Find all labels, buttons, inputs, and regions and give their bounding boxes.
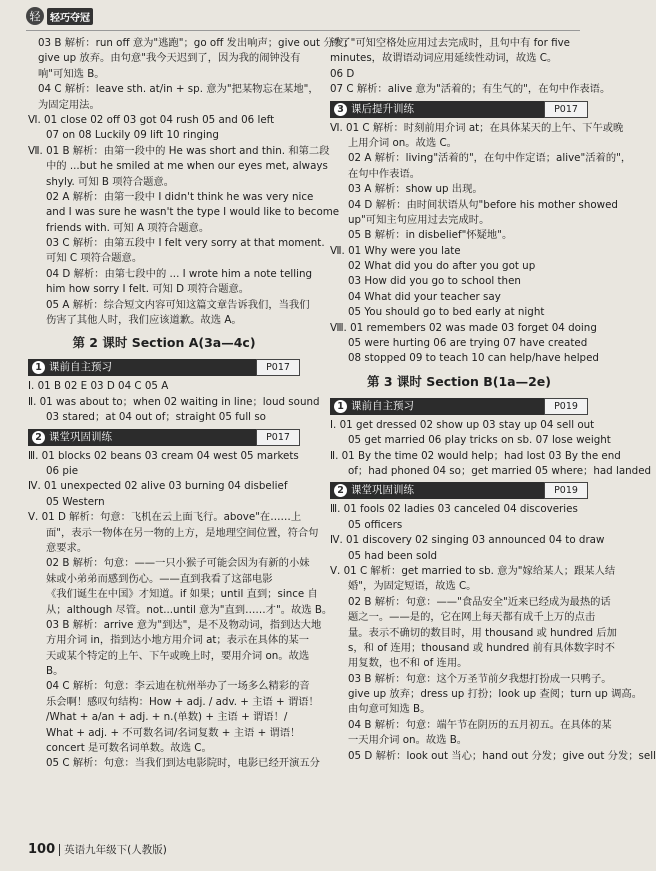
section-number: 1 — [334, 400, 347, 413]
section-bar-class — [28, 429, 300, 446]
answer-line: 05 You should go to bed early at night — [348, 306, 545, 319]
page-header — [0, 0, 600, 34]
answer-line: 04 D 解析：由第七段中的 ... I wrote him a note telling — [46, 267, 313, 280]
answer-line: Ⅵ. 01 close 02 off 03 got 04 rush 05 and 06 left — [28, 113, 275, 126]
answer-line: Ⅶ. 01 Why were you late — [330, 244, 461, 257]
answer-line: 02 A 解析：living"活着的"，在句中作定语；alive"活着的"， — [348, 152, 632, 165]
answer-line: Ⅶ. 01 B 解析：由第一段中的 He was short and thin. 和第二段 — [28, 144, 330, 157]
answer-line: 04 What did your teacher say — [348, 290, 501, 303]
answer-line: 钟了"可知空格处应用过去完成时，且句中有 for five — [330, 37, 570, 49]
answer-line: 上用介词 on。故选 C。 — [348, 136, 457, 149]
section-number: 1 — [32, 361, 45, 374]
section-bar-preview — [28, 359, 300, 376]
answer-line: 妹或小弟弟而感到伤心。——直到我看了这部电影 — [46, 572, 273, 585]
answer-line: 05 get married 06 play tricks on sb. 07 lose weight — [348, 434, 611, 447]
answer-line: 题之一。——是的，它在网上每天都有成千上万的点击 — [348, 611, 596, 624]
answer-line: give up 放弃。由句意"我今天迟到了，因为我的闹钟没有 — [38, 52, 301, 65]
answer-line: 乐会啊！感叹句结构：How + adj. / adv. + 主语 + 谓语！ — [46, 695, 319, 708]
answer-line: give up 放弃；dress up 打扮；look up 查阅；turn up 调高。 — [348, 688, 642, 701]
answer-line: 天或某个特定的上午、下午或晚上时，要用介词 on。故选 — [46, 649, 310, 662]
answer-line: 中的 ...but he smiled at me when our eyes met, always — [46, 160, 328, 173]
answer-line: 04 D 解析：由时间状语从句"before his mother showed — [348, 198, 618, 211]
answer-line: 05 Western — [46, 495, 105, 508]
footer-separator — [59, 844, 60, 856]
answer-line: /What + a/an + adj. + n.(单数) + 主语 + 谓语！/ — [46, 711, 288, 724]
section-number: 2 — [32, 431, 45, 444]
answer-line: him how sorry I felt. 可知 D 项符合题意。 — [46, 283, 250, 296]
answer-line: Ⅲ. 01 blocks 02 beans 03 cream 04 west 05 markets — [28, 449, 299, 462]
answer-line: 05 C 解析：句意：当我们到达电影院时，电影已经开演五分 — [46, 757, 320, 770]
answer-line: up"可知主句应用过去完成时。 — [348, 213, 490, 226]
section-bar-after — [330, 101, 588, 118]
answer-line: B。 — [46, 665, 64, 678]
section-title: 课前自主预习 — [49, 361, 112, 374]
answer-line: 05 were hurting 06 are trying 07 have created — [348, 337, 588, 350]
answer-line: concert 是可数名词单数。故选 C。 — [46, 742, 212, 755]
answer-line: 可知 C 项符合题意。 — [46, 252, 143, 265]
answer-line: 02 What did you do after you got up — [348, 260, 536, 273]
answer-line: 意要求。 — [46, 541, 88, 554]
answer-line: 05 D 解析：look out 当心；hand out 分发；give out 分发；sell — [348, 749, 656, 762]
answer-line: of；had phoned 04 so；get married 05 where；had landed — [348, 464, 652, 477]
answer-line: friends with. 可知 A 项符合题意。 — [46, 221, 210, 234]
answer-line: 07 C 解析：alive 意为"活着的；有生气的"，在句中作表语。 — [330, 83, 611, 96]
page-ref: P019 — [544, 398, 588, 415]
answer-line: 02 B 解析：句意：——一只小猴子可能会因为有新的小妹 — [46, 557, 310, 570]
lesson-title-3: 第 3 课时 Section B(1a—2e) — [366, 373, 551, 389]
page-number: 100 — [28, 842, 56, 857]
answer-line: 05 A 解析：综合短文内容可知这篇文章告诉我们，当我们 — [46, 298, 310, 311]
brand-logo — [26, 6, 120, 26]
answer-line: 量。表示不确切的数目时，用 thousand 或 hundred 后加 — [348, 626, 617, 639]
answer-line: Ⅴ. 01 D 解析：句意：飞机在云上面飞行。above"在……上 — [28, 511, 302, 524]
answer-line: Ⅴ. 01 C 解析：get married to sb. 意为"嫁给某人；跟某人结 — [330, 564, 616, 577]
answer-line: 伤害了其他人时，我们应该道歉。故选 A。 — [46, 314, 242, 327]
answer-line: Ⅷ. 01 remembers 02 was made 03 forget 04 doing — [330, 321, 597, 334]
answer-line: 《我们诞生在中国》才知道。if 如果；until 直到；since 自 — [46, 588, 318, 601]
section-title: 课堂巩固训练 — [49, 430, 112, 443]
answer-line: minutes，故谓语动词应用延续性动词，故选 C。 — [330, 52, 558, 65]
answer-line: 用复数，也不和 of 连用。 — [348, 657, 468, 670]
answer-line: 03 C 解析：由第五段中 I felt very sorry at that moment. — [46, 237, 325, 250]
answer-line: 05 had been sold — [348, 549, 438, 562]
logo-mark: 轻 — [26, 7, 44, 25]
answer-line: Ⅲ. 01 fools 02 ladies 03 canceled 04 discoveries — [330, 503, 578, 516]
answer-line: 03 B 解析：句意：这个万圣节前夕我想打扮成一只鸭子。 — [348, 672, 612, 685]
answer-line: 响"可知选 B。 — [38, 67, 105, 80]
answer-line: 06 pie — [46, 464, 79, 477]
answer-line: 04 C 解析：leave sth. at/in + sp. 意为"把某物忘在某地"， — [38, 83, 319, 96]
answer-block-l2 — [28, 379, 320, 425]
answer-block-r2 — [330, 121, 632, 367]
answer-block-r3 — [330, 418, 652, 480]
answer-line: Ⅳ. 01 discovery 02 singing 03 announced 04 to draw — [330, 534, 605, 547]
book-title: 英语九年级下(人教版) — [64, 844, 167, 856]
answer-line: Ⅳ. 01 unexpected 02 alive 03 burning 04 disbelief — [28, 480, 288, 493]
answer-line: 07 on 08 Luckily 09 lift 10 ringing — [46, 129, 219, 142]
answer-line: 03 How did you go to school then — [348, 275, 521, 288]
answer-line: 从；although 尽管。not...until 意为"直到……才"。故选 B。 — [46, 603, 333, 616]
answer-line: 方用介词 in，指到达小地方用介词 at；表示在具体的某一 — [46, 634, 310, 647]
page-ref: P019 — [544, 482, 588, 499]
answer-line: Ⅵ. 01 C 解析：时刻前用介词 at；在具体某天的上午、下午或晚 — [330, 121, 624, 134]
answer-line: 05 B 解析：in disbelief"怀疑地"。 — [348, 229, 513, 242]
answer-line: 08 stopped 09 to teach 10 can help/have helped — [348, 352, 599, 365]
section-bar-class-2 — [330, 482, 588, 499]
answer-line: 由句意可知选 B。 — [348, 703, 431, 716]
page-ref: P017 — [256, 429, 300, 446]
answer-line: What + adj. + 不可数名词/名词复数 + 主语 + 谓语！ — [46, 726, 301, 739]
answer-line: 在句中作表语。 — [348, 167, 421, 180]
answer-line: 面"，表示一物体在另一物的上方，是地理空间位置，符合句 — [46, 526, 319, 539]
answer-line: 02 B 解析：句意：——"食品安全"近来已经成为最热的话 — [348, 595, 611, 608]
section-title: 课堂巩固训练 — [351, 484, 414, 497]
answer-line: 一天用介词 on。故选 B。 — [348, 734, 468, 747]
section-title: 课后提升训练 — [351, 102, 414, 115]
answer-line: Ⅱ. 01 By the time 02 would help；had lost 03 By the end — [330, 449, 621, 462]
section-title: 课前自主预习 — [351, 399, 414, 412]
answer-block-r4 — [330, 502, 656, 764]
answer-line: and I was sure he wasn't the type I would like to become — [46, 206, 340, 219]
header-divider — [26, 30, 580, 31]
answer-line: s，和 of 连用；thousand 或 hundred 前有具体数字时不 — [348, 641, 615, 654]
answer-line: 04 C 解析：句意：李云迪在杭州举办了一场多么精彩的音 — [46, 680, 310, 693]
answer-line: 06 D — [330, 67, 355, 80]
answer-line: 04 B 解析：句意：端午节在阴历的五月初五。在具体的某 — [348, 718, 612, 731]
page-footer — [28, 842, 167, 857]
section-number: 2 — [334, 484, 347, 497]
answer-line: 03 stared；at 04 out of；straight 05 full so — [46, 411, 266, 424]
logo-text: 轻巧夺冠 — [47, 8, 93, 25]
section-number: 3 — [334, 103, 347, 116]
answer-line: Ⅱ. 01 was about to；when 02 waiting in line；loud sound — [28, 395, 320, 408]
lesson-title-2: 第 2 课时 Section A(3a—4c) — [72, 335, 256, 351]
answer-line: 02 A 解析：由第一段中 I didn't think he was very nice — [46, 190, 314, 203]
answer-line: 05 officers — [348, 518, 403, 531]
answer-line: Ⅰ. 01 get dressed 02 show up 03 stay up 04 sell out — [330, 418, 595, 431]
right-column — [330, 36, 656, 764]
answer-line: 婚"，为固定短语，故选 C。 — [348, 580, 477, 593]
answer-line: 03 A 解析：show up 出现。 — [348, 183, 483, 196]
answer-line: Ⅰ. 01 B 02 E 03 D 04 C 05 A — [28, 380, 169, 393]
page-ref: P017 — [256, 359, 300, 376]
answer-line: 为固定用法。 — [38, 98, 100, 111]
answer-line: 03 B 解析：run off 意为"逃跑"；go off 发出响声；give out 分发； — [38, 37, 355, 49]
answer-block-r1 — [330, 36, 611, 98]
answer-line: 03 B 解析：arrive 意为"到达"，是不及物动词，指到达大地 — [46, 618, 322, 631]
section-bar-preview-2 — [330, 398, 588, 415]
page-ref: P017 — [544, 101, 588, 118]
answer-line: shyly. 可知 B 项符合题意。 — [46, 175, 175, 188]
answer-block-l3 — [28, 449, 333, 772]
